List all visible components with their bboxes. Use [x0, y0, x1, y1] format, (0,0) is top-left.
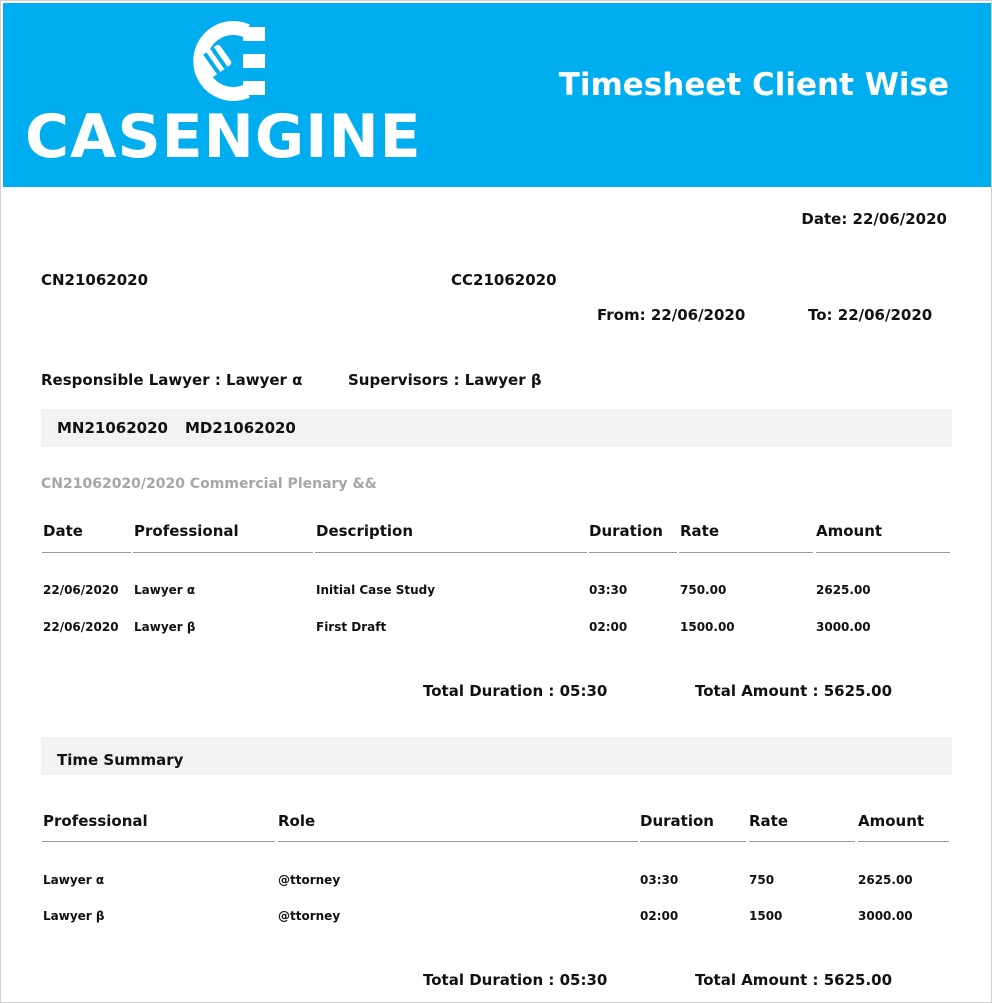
client-code: CC21062020: [451, 271, 557, 289]
col-header-amount: Amount: [816, 522, 883, 540]
col-header-rate: Rate: [680, 522, 720, 540]
summary-duration: 03:30: [640, 873, 679, 887]
matter-number: MN21062020: [57, 419, 168, 437]
entry-description: First Draft: [316, 620, 387, 634]
casengine-logo: [25, 21, 422, 172]
summary-header-professional: Professional: [43, 812, 148, 830]
entry-professional: Lawyer α: [134, 583, 196, 597]
summary-total-amount: Total Amount : 5625.00: [695, 971, 893, 989]
header-rule: [315, 552, 587, 553]
matter-band: [41, 409, 952, 447]
entry-date: 22/06/2020: [43, 583, 119, 597]
entries-total-amount: Total Amount : 5625.00: [695, 682, 893, 700]
summary-role: @ttorney: [278, 873, 341, 887]
col-header-description: Description: [316, 522, 414, 540]
case-line: CN21062020/2020 Commercial Plenary &&: [41, 476, 377, 492]
summary-header-role: Role: [278, 812, 316, 830]
header-rule: [133, 552, 313, 553]
matter-description-code: MD21062020: [185, 419, 296, 437]
entry-rate: 750.00: [680, 583, 727, 597]
summary-amount: 2625.00: [858, 873, 913, 887]
summary-role: @ttorney: [278, 909, 341, 923]
summary-duration: 02:00: [640, 909, 679, 923]
period-to: To: 22/06/2020: [808, 306, 933, 324]
summary-total-duration: Total Duration : 05:30: [423, 971, 608, 989]
time-summary-title: Time Summary: [57, 751, 184, 769]
summary-professional: Lawyer α: [43, 873, 105, 887]
summary-rate: 1500: [749, 909, 783, 923]
casengine-logo-mark-icon: [25, 21, 415, 101]
entries-total-duration: Total Duration : 05:30: [423, 682, 608, 700]
header-rule: [816, 552, 950, 553]
entry-date: 22/06/2020: [43, 620, 119, 634]
entry-description: Initial Case Study: [316, 583, 436, 597]
summary-rule: [42, 841, 275, 842]
logo-wordmark: CASENGINE: [25, 102, 422, 172]
report-date: Date: 22/06/2020: [801, 210, 947, 228]
summary-amount: 3000.00: [858, 909, 913, 923]
header-rule: [679, 552, 813, 553]
entry-duration: 02:00: [589, 620, 628, 634]
entry-duration: 03:30: [589, 583, 628, 597]
summary-rate: 750: [749, 873, 775, 887]
summary-rule: [858, 841, 949, 842]
col-header-duration: Duration: [589, 522, 663, 540]
summary-rule: [278, 841, 638, 842]
summary-rule: [749, 841, 855, 842]
header-rule: [42, 552, 131, 553]
header-rule: [589, 552, 677, 553]
client-number: CN21062020: [41, 271, 149, 289]
report-title: Timesheet Client Wise: [558, 67, 949, 103]
col-header-date: Date: [43, 522, 83, 540]
supervisors: Supervisors : Lawyer β: [348, 371, 542, 389]
summary-header-rate: Rate: [749, 812, 789, 830]
entry-rate: 1500.00: [680, 620, 735, 634]
report-header: [3, 3, 991, 187]
responsible-lawyer: Responsible Lawyer : Lawyer α: [41, 371, 303, 389]
period-from: From: 22/06/2020: [597, 306, 746, 324]
summary-header-amount: Amount: [858, 812, 925, 830]
summary-header-duration: Duration: [640, 812, 714, 830]
summary-professional: Lawyer β: [43, 909, 105, 923]
col-header-professional: Professional: [134, 522, 239, 540]
time-summary-band: [41, 737, 952, 775]
entry-amount: 3000.00: [816, 620, 871, 634]
entry-professional: Lawyer β: [134, 620, 196, 634]
summary-rule: [640, 841, 746, 842]
entry-amount: 2625.00: [816, 583, 871, 597]
